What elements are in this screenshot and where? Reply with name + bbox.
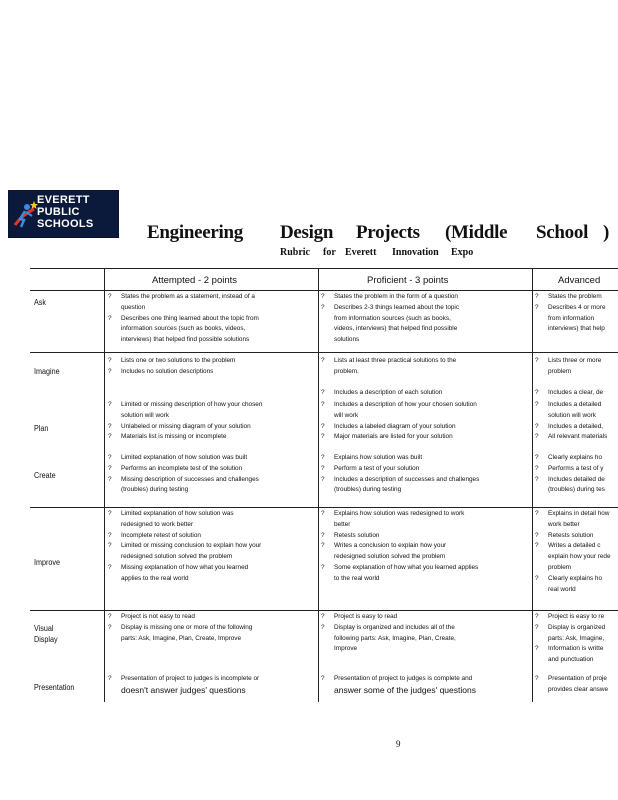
line-text: Explains in detail how xyxy=(548,510,610,517)
criterion-line xyxy=(108,411,316,422)
bullet-marker: ? xyxy=(535,357,539,364)
line-text: Retests solution xyxy=(334,531,380,539)
line-text: Includes a labeled diagram of your solution xyxy=(334,422,456,430)
criterion-line xyxy=(108,400,316,411)
bullet-marker: ? xyxy=(535,613,539,620)
line-text: parts: Ask, Imagine, Plan, Create, Improve xyxy=(121,634,242,642)
bullet-marker: ? xyxy=(321,303,325,311)
bullet-marker: ? xyxy=(108,542,112,550)
title-word: Projects xyxy=(356,222,420,243)
line-text: Major materials are listed for your solution xyxy=(334,433,453,441)
line-text: Missing description of successes and challenges xyxy=(121,475,259,483)
criterion-line xyxy=(108,356,316,367)
criterion-line xyxy=(321,356,530,367)
criterion-create: Create xyxy=(34,471,56,480)
criterion-line xyxy=(535,485,618,496)
criterion-line xyxy=(535,585,618,596)
subtitle-word: Everett xyxy=(345,247,377,258)
line-text: information sources (such as books, videos, xyxy=(121,325,246,333)
cell-proficient-visual xyxy=(321,612,530,655)
bullet-marker: ? xyxy=(321,510,325,517)
criterion-line xyxy=(108,563,316,574)
criterion-line xyxy=(535,634,618,645)
criterion-line xyxy=(321,314,530,325)
bullet-marker: ? xyxy=(108,433,112,441)
criterion-line xyxy=(535,400,618,411)
line-text: Missing explanation of how what you learned xyxy=(121,563,249,571)
criterion-line xyxy=(321,674,530,685)
bullet-marker: ? xyxy=(321,542,325,550)
criterion-line xyxy=(535,509,618,520)
bullet-marker: ? xyxy=(535,454,539,461)
line-text: Limited or missing conclusion to explain how your xyxy=(121,542,262,550)
bullet-marker: ? xyxy=(535,531,539,539)
criterion-line xyxy=(321,388,530,399)
bullet-marker: ? xyxy=(108,422,112,430)
criterion-line xyxy=(321,552,530,563)
criterion-line xyxy=(535,644,618,655)
bullet-marker: ? xyxy=(321,422,325,430)
title-word: ) xyxy=(603,222,610,243)
bullet-marker: ? xyxy=(108,401,112,408)
line-text: Writes a conclusion to explain how your xyxy=(334,542,447,550)
line-text: Presentation of project to judges is complete and xyxy=(334,675,473,682)
criterion-line xyxy=(321,292,530,303)
criterion-line xyxy=(535,520,618,531)
criterion-presentation: Presentation xyxy=(34,683,75,692)
criterion-ask: Ask xyxy=(34,298,47,307)
bullet-marker: ? xyxy=(535,623,539,631)
line-text: Unlabeled or missing diagram of your solution xyxy=(121,422,251,430)
line-text: Describes 2-3 things learned about the topic xyxy=(334,303,460,311)
line-text: Includes a clear, de xyxy=(548,389,604,397)
bullet-marker: ? xyxy=(535,401,539,408)
line-text: Materials list is missing or incomplete xyxy=(121,433,227,441)
line-text: Display is organized and includes all of the xyxy=(334,623,455,631)
criterion-line xyxy=(321,509,530,520)
criterion-line xyxy=(535,324,618,335)
header-proficient: Proficient - 3 points xyxy=(367,275,449,286)
line-text: Project is easy to read xyxy=(334,613,398,620)
line-text: Explains how solution was redesigned to work xyxy=(334,510,465,517)
line-text: videos, interviews) that helped find possible xyxy=(334,325,458,333)
criterion-line xyxy=(321,411,530,422)
criterion-line xyxy=(321,520,530,531)
line-text: Project is not easy to read xyxy=(121,613,195,620)
criterion-line xyxy=(321,685,530,696)
criterion-line xyxy=(321,324,530,335)
bullet-marker: ? xyxy=(108,613,112,620)
cell-proficient-presentation xyxy=(321,674,530,696)
criterion-line xyxy=(321,453,530,464)
criterion-line xyxy=(108,531,316,542)
cell-advanced-presentation xyxy=(535,674,618,696)
school-logo xyxy=(8,190,119,238)
cell-attempted-ask xyxy=(108,292,316,346)
criterion-line xyxy=(108,685,316,696)
line-text: (troubles) during tes xyxy=(548,486,605,494)
criterion-line xyxy=(535,655,618,666)
criterion-line xyxy=(535,531,618,542)
title-word: Engineering xyxy=(147,222,243,243)
line-text: Presentation of proje xyxy=(548,675,607,682)
cell-advanced-improve xyxy=(535,509,618,595)
bullet-marker: ? xyxy=(108,293,112,300)
bullet-marker: ? xyxy=(108,357,112,364)
bullet-marker: ? xyxy=(321,531,325,539)
line-text: States the problem xyxy=(548,293,602,300)
subtitle-word: for xyxy=(323,247,336,258)
criterion-visual: Visual xyxy=(34,624,54,633)
bullet-marker: ? xyxy=(108,510,112,517)
bullet-marker: ? xyxy=(535,510,539,517)
line-text: question xyxy=(121,303,146,311)
line-spacer xyxy=(321,378,530,389)
criterion-line xyxy=(108,541,316,552)
line-text: Performs an incomplete test of the solution xyxy=(121,464,243,472)
bullet-marker: ? xyxy=(321,675,325,682)
column-divider xyxy=(318,268,319,702)
line-text: following parts: Ask, Imagine, Plan, Create, xyxy=(334,634,456,642)
line-text: redesigned solution solved the problem xyxy=(121,553,233,561)
title-word: Design xyxy=(280,222,334,243)
line-text: Project is easy to re xyxy=(548,613,605,620)
criterion-line xyxy=(108,623,316,634)
line-text: Clearly explains ho xyxy=(548,574,602,582)
criterion-line xyxy=(321,531,530,542)
cell-attempted-imagine xyxy=(108,356,316,378)
table-top-rule xyxy=(30,268,618,269)
line-text: Limited or missing description of how your chosen xyxy=(121,401,263,408)
bullet-marker: ? xyxy=(535,542,539,550)
bullet-marker: ? xyxy=(108,454,112,461)
bullet-marker: ? xyxy=(108,314,112,322)
line-text: solutions xyxy=(334,336,360,344)
header-attempted: Attempted - 2 points xyxy=(152,275,238,286)
cell-advanced-plan xyxy=(535,400,618,443)
bullet-marker: ? xyxy=(321,389,325,397)
line-text: solution will work xyxy=(121,411,169,419)
criterion-line xyxy=(535,552,618,563)
bullet-marker: ? xyxy=(108,531,112,539)
line-text: interviews) that help xyxy=(548,325,605,333)
star-figure-icon xyxy=(12,197,38,233)
cell-proficient-create xyxy=(321,453,530,496)
cell-attempted-improve xyxy=(108,509,316,585)
criterion-line xyxy=(108,453,316,464)
bullet-marker: ? xyxy=(321,293,325,300)
line-text: problem xyxy=(548,563,572,571)
line-text: Clearly explains ho xyxy=(548,454,602,461)
bullet-marker: ? xyxy=(321,401,325,408)
title-word: (Middle xyxy=(445,222,508,243)
bullet-marker: ? xyxy=(535,645,539,653)
criterion-line xyxy=(535,541,618,552)
criterion-line xyxy=(321,464,530,475)
line-text: Includes a detailed xyxy=(548,401,602,408)
line-text: Limited explanation of how solution was built xyxy=(121,454,248,461)
column-divider xyxy=(532,268,533,702)
bullet-marker: ? xyxy=(108,675,112,682)
line-text: States the problem as a statement, instead of a xyxy=(121,293,255,300)
criterion-line xyxy=(321,644,530,655)
criterion-line xyxy=(535,685,618,696)
cell-advanced-visual xyxy=(535,612,618,666)
criterion-line xyxy=(321,303,530,314)
cell-proficient-imagine xyxy=(321,356,530,399)
cell-advanced-create xyxy=(535,453,618,496)
line-text: Display is missing one or more of the following xyxy=(121,623,253,631)
line-text: Performs a test of y xyxy=(548,464,604,472)
criterion-line xyxy=(535,388,618,399)
line-text: Lists one or two solutions to the problem xyxy=(121,357,236,364)
criterion-line xyxy=(535,563,618,574)
line-text: Information is writte xyxy=(548,645,604,653)
line-text: applies to the real world xyxy=(121,574,189,582)
criterion-line xyxy=(108,612,316,623)
subtitle-word: Expo xyxy=(451,247,474,258)
criterion-line xyxy=(108,475,316,486)
line-text: and punctuation xyxy=(548,656,594,664)
line-text: (troubles) during testing xyxy=(121,486,189,494)
criterion-line xyxy=(321,541,530,552)
criterion-line xyxy=(535,314,618,325)
line-text: Perform a test of your solution xyxy=(334,464,420,472)
criterion-line xyxy=(321,400,530,411)
criterion-line xyxy=(535,422,618,433)
row-rule xyxy=(30,610,618,611)
criterion-line xyxy=(108,509,316,520)
criterion-line xyxy=(535,411,618,422)
criterion-improve: Improve xyxy=(34,558,61,567)
line-text: explain how your rede xyxy=(548,553,611,561)
column-divider xyxy=(104,268,105,702)
criterion-imagine: Imagine xyxy=(34,367,60,376)
line-text: (troubles) during testing xyxy=(334,486,402,494)
bullet-marker: ? xyxy=(321,454,325,461)
line-text: Explains how solution was built xyxy=(334,454,423,461)
line-text: Limited explanation of how solution was xyxy=(121,510,234,517)
line-text: redesigned to work better xyxy=(121,520,194,528)
line-text: Includes a description of each solution xyxy=(334,389,443,397)
criterion-line xyxy=(108,314,316,325)
bullet-marker: ? xyxy=(535,574,539,582)
bullet-marker: ? xyxy=(108,475,112,483)
bullet-marker: ? xyxy=(321,433,325,441)
line-text: will work xyxy=(334,411,359,419)
criterion-line xyxy=(321,485,530,496)
line-text: doesn't answer judges' questions xyxy=(121,684,246,695)
line-text: solution will work xyxy=(548,411,596,419)
criterion-line xyxy=(108,303,316,314)
line-text: better xyxy=(334,520,351,528)
row-rule xyxy=(30,507,618,508)
title-word: School xyxy=(536,222,589,243)
line-text: Lists at least three practical solutions to the xyxy=(334,357,457,364)
cell-attempted-presentation xyxy=(108,674,316,696)
line-text: interviews) that helped find possible solutions xyxy=(121,336,250,344)
line-text: Includes a description of successes and challenges xyxy=(334,475,480,483)
line-text: redesigned solution solved the problem xyxy=(334,553,446,561)
line-text: Lists three or more xyxy=(548,357,602,364)
criterion-line xyxy=(535,367,618,378)
bullet-marker: ? xyxy=(108,623,112,631)
criterion-line xyxy=(108,422,316,433)
line-text: work better xyxy=(548,520,580,528)
bullet-marker: ? xyxy=(535,675,539,682)
subtitle-word: Rubric xyxy=(280,247,310,258)
criterion-line xyxy=(535,674,618,685)
row-rule xyxy=(30,352,618,353)
line-text: Retests solution xyxy=(548,531,594,539)
criterion-line xyxy=(321,563,530,574)
criterion-line xyxy=(535,475,618,486)
criterion-line xyxy=(321,367,530,378)
page-number: 9 xyxy=(396,739,401,749)
bullet-marker: ? xyxy=(321,464,325,472)
bullet-marker: ? xyxy=(535,433,539,441)
line-text: problem. xyxy=(334,367,359,375)
bullet-marker: ? xyxy=(108,367,112,375)
bullet-marker: ? xyxy=(535,389,539,397)
bullet-marker: ? xyxy=(321,623,325,631)
criterion-line xyxy=(321,422,530,433)
cell-proficient-plan xyxy=(321,400,530,443)
bullet-marker: ? xyxy=(535,464,539,472)
cell-proficient-ask xyxy=(321,292,530,346)
criterion-line xyxy=(108,324,316,335)
line-text: Describes 4 or more xyxy=(548,303,606,311)
criterion-line xyxy=(535,356,618,367)
line-text: Includes detailed de xyxy=(548,475,605,483)
criterion-line xyxy=(321,623,530,634)
cell-proficient-improve xyxy=(321,509,530,585)
line-text: States the problem in the form of a question xyxy=(334,293,458,300)
criterion-line xyxy=(108,674,316,685)
bullet-marker: ? xyxy=(321,563,325,571)
criterion-line xyxy=(108,485,316,496)
criterion-line xyxy=(535,612,618,623)
criterion-line xyxy=(535,623,618,634)
criterion-line xyxy=(108,367,316,378)
criterion-line xyxy=(108,432,316,443)
bullet-marker: ? xyxy=(321,475,325,483)
criterion-line xyxy=(108,292,316,303)
line-text: Incomplete retest of solution xyxy=(121,531,201,539)
line-text: to the real world xyxy=(334,574,380,582)
subtitle-word: Innovation xyxy=(392,247,439,258)
line-text: parts: Ask, Imagine, xyxy=(548,634,605,642)
criterion-line xyxy=(321,612,530,623)
line-text: Describes one thing learned about the topic from xyxy=(121,314,259,322)
line-text: answer some of the judges' questions xyxy=(334,684,476,695)
header-rule xyxy=(30,290,618,291)
line-text: Display is organized xyxy=(548,623,606,631)
criterion-line xyxy=(321,432,530,443)
criterion-line xyxy=(321,335,530,346)
line-text: Includes a description of how your chosen solution xyxy=(334,401,477,408)
cell-attempted-plan xyxy=(108,400,316,443)
criterion-line xyxy=(535,432,618,443)
criterion-line xyxy=(108,552,316,563)
line-spacer xyxy=(535,378,618,389)
bullet-marker: ? xyxy=(535,293,539,300)
line-text: from information sources (such as books, xyxy=(334,314,451,322)
bullet-marker: ? xyxy=(321,357,325,364)
criterion-line xyxy=(321,574,530,585)
cell-advanced-ask xyxy=(535,292,618,335)
line-text: real world xyxy=(548,585,576,593)
line-text: Includes no solution descriptions xyxy=(121,367,214,375)
line-text: problem xyxy=(548,367,572,375)
criterion-line xyxy=(535,464,618,475)
bullet-marker: ? xyxy=(108,563,112,571)
line-text: provides clear answe xyxy=(548,685,609,693)
cell-attempted-visual xyxy=(108,612,316,644)
bullet-marker: ? xyxy=(535,303,539,311)
line-text: All relevant materials xyxy=(548,433,608,441)
criterion-line xyxy=(535,574,618,585)
header-advanced: Advanced xyxy=(558,275,601,286)
cell-advanced-imagine xyxy=(535,356,618,399)
criterion-line xyxy=(321,475,530,486)
line-text: Writes a detailed c xyxy=(548,542,601,550)
criterion-line xyxy=(108,464,316,475)
bullet-marker: ? xyxy=(108,464,112,472)
line-text: Improve xyxy=(334,645,358,653)
criterion-display: Display xyxy=(34,635,58,644)
logo-text: EVERETT PUBLIC SCHOOLS xyxy=(37,194,94,230)
criterion-line xyxy=(535,453,618,464)
criterion-line xyxy=(108,520,316,531)
criterion-line xyxy=(108,634,316,645)
line-text: from information xyxy=(548,314,595,322)
bullet-marker: ? xyxy=(321,613,325,620)
bullet-marker: ? xyxy=(535,422,539,430)
cell-attempted-create xyxy=(108,453,316,496)
criterion-line xyxy=(321,634,530,645)
criterion-line xyxy=(108,335,316,346)
criterion-line xyxy=(535,303,618,314)
criterion-plan: Plan xyxy=(34,424,49,433)
criterion-line xyxy=(108,574,316,585)
bullet-marker: ? xyxy=(535,475,539,483)
line-text: Presentation of project to judges is incomplete or xyxy=(121,675,260,682)
line-text: Includes a detailed, xyxy=(548,422,604,430)
line-text: Some explanation of how what you learned applies xyxy=(334,563,479,571)
criterion-line xyxy=(535,292,618,303)
